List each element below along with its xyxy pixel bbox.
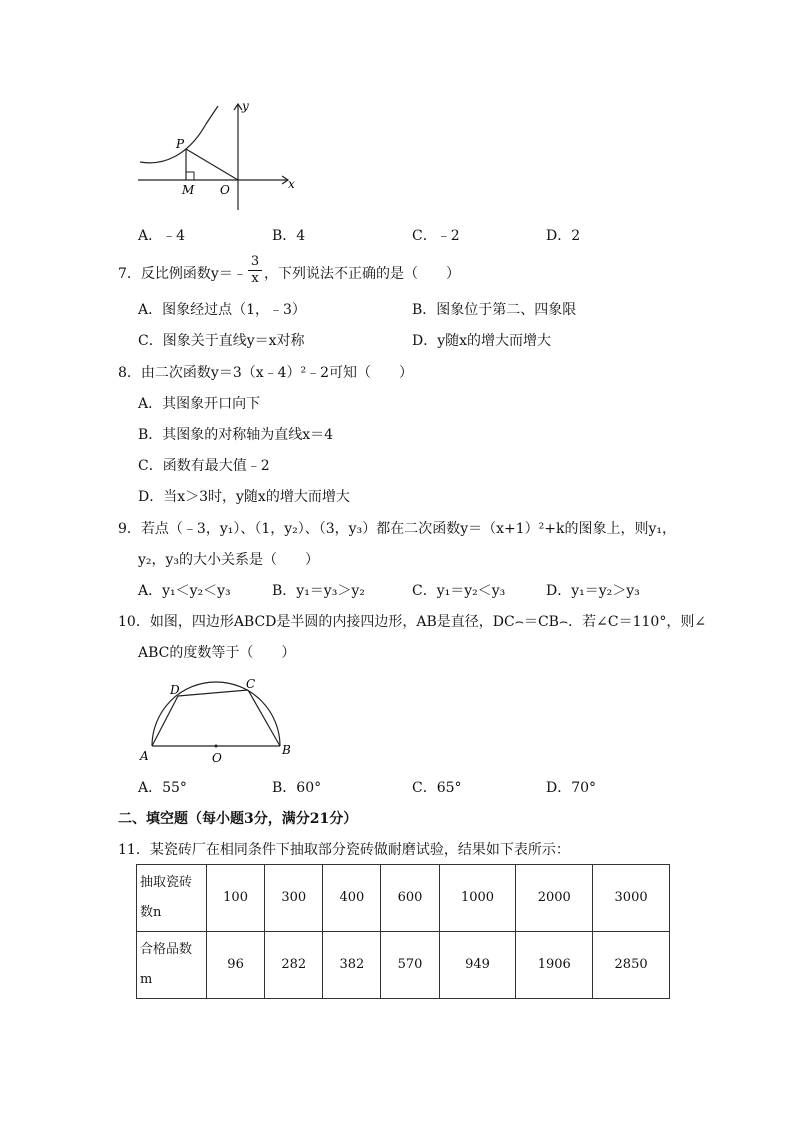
label-d: D	[170, 683, 180, 697]
table-cell: 2850	[593, 932, 670, 999]
table-cell: 400	[323, 865, 381, 932]
label-o: O	[212, 751, 222, 765]
q7-frac-den: x	[251, 271, 259, 286]
section-title: 二、填空题（每小题3分，满分21分）	[118, 811, 358, 827]
table-cell: 1000	[439, 865, 516, 932]
table-cell: 949	[439, 932, 516, 999]
header-text: 合格品数	[140, 942, 193, 957]
q10-line2: ABC的度数等于（ ）	[138, 645, 296, 661]
label-x: x	[288, 177, 295, 191]
table-cell: 100	[207, 865, 265, 932]
label-m: M	[182, 183, 195, 197]
q6-option-b: B．4	[272, 228, 306, 244]
q9-option-a: A．y₁＜y₂＜y₃	[138, 583, 231, 599]
q9-option-b: B．y₁＝y₃＞y₂	[272, 583, 365, 599]
q10-option-b: B．60°	[272, 780, 322, 796]
header-text: 抽取瓷砖	[140, 875, 193, 890]
q7-option-d: D．y随x的增大而增大	[412, 333, 552, 349]
q7-stem-pre: 7．反比例函数y＝﹣	[118, 266, 247, 282]
table-row	[137, 865, 670, 932]
q6-option-a: A．﹣4	[138, 228, 186, 244]
table-cell: 282	[265, 932, 323, 999]
label-c: C	[246, 677, 256, 691]
q7-fraction	[248, 254, 262, 287]
label-a: A	[140, 749, 149, 763]
hyperbola-figure	[128, 96, 308, 216]
table-row	[137, 932, 670, 999]
table-cell: 2000	[516, 865, 593, 932]
q7-frac-num: 3	[250, 254, 260, 269]
table-cell: 300	[265, 865, 323, 932]
q8-option-b: B．其图象的对称轴为直线x＝4	[138, 427, 334, 443]
table-cell: 3000	[593, 865, 670, 932]
q10-option-c: C．65°	[412, 780, 462, 796]
semicircle-figure	[136, 672, 306, 772]
q7-option-c: C．图象关于直线y＝x对称	[138, 333, 305, 349]
q6-option-d: D．2	[546, 228, 581, 244]
label-b: B	[282, 743, 291, 757]
q8-option-d: D．当x＞3时，y随x的增大而增大	[138, 489, 350, 505]
q10-option-a: A．55°	[138, 780, 187, 796]
table-cell: 600	[381, 865, 439, 932]
q8-stem: 8．由二次函数y＝3（x﹣4）²﹣2可知（ ）	[118, 365, 414, 381]
q9-line1: 9．若点（﹣3，y₁）、（1，y₂）、（3，y₃）都在二次函数y＝（x+1）²+k的图象上，则y₁，	[118, 521, 676, 537]
table-header-cell	[137, 932, 207, 999]
results-table	[136, 864, 670, 999]
q11-stem: 11．某瓷砖厂在相同条件下抽取部分瓷砖做耐磨试验，结果如下表所示：	[118, 842, 570, 858]
label-o: O	[220, 183, 230, 197]
q10-option-d: D．70°	[546, 780, 597, 796]
table-cell: 382	[323, 932, 381, 999]
q7-option-a: A．图象经过点（1，﹣3）	[138, 302, 306, 318]
table-cell: 1906	[516, 932, 593, 999]
q10-line1: 10．如图，四边形ABCD是半圆的内接四边形，AB是直径，DC⌢＝CB⌢．若∠C＝110°，则∠	[118, 614, 707, 630]
q8-option-a: A．其图象开口向下	[138, 396, 261, 412]
q8-option-c: C．函数有最大值﹣2	[138, 458, 270, 474]
table-header-cell	[137, 865, 207, 932]
header-text: m	[140, 972, 153, 987]
q9-option-d: D．y₁＝y₂＞y₃	[546, 583, 640, 599]
q9-option-c: C．y₁＝y₂＜y₃	[412, 583, 506, 599]
table-cell: 96	[207, 932, 265, 999]
header-text: 数n	[140, 905, 162, 920]
label-y: y	[242, 99, 249, 113]
label-p: P	[176, 137, 185, 151]
q6-option-c: C．﹣2	[412, 228, 460, 244]
q7-stem-post: ，下列说法不正确的是（ ）	[264, 266, 460, 282]
table-cell: 570	[381, 932, 439, 999]
q7-option-b: B．图象位于第二、四象限	[412, 302, 577, 318]
q9-line2: y₂，y₃的大小关系是（ ）	[138, 552, 320, 568]
